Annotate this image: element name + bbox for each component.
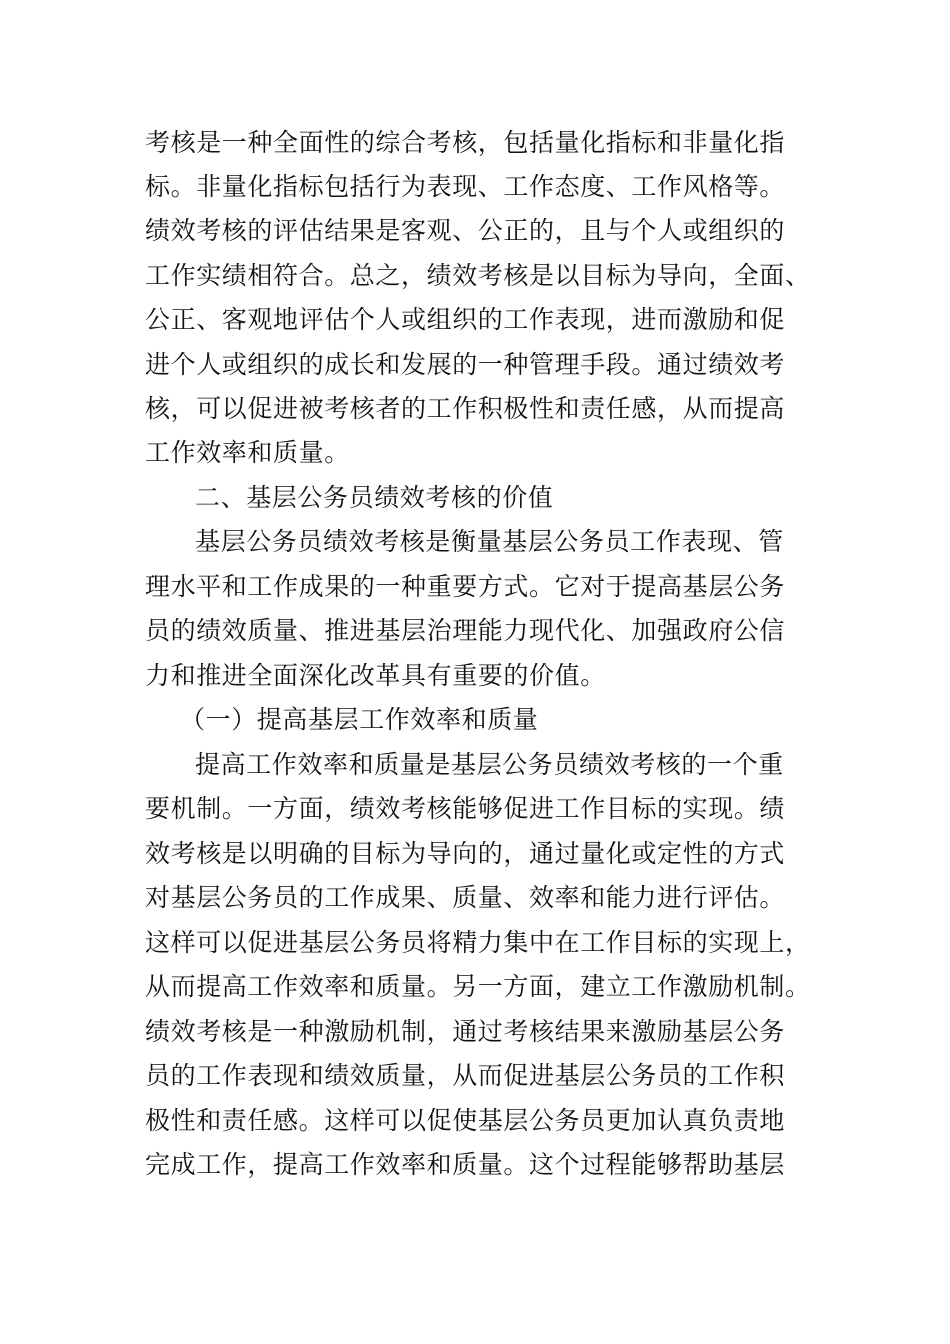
text-line-19: 这样可以促进基层公务员将精力集中在工作目标的实现上， <box>145 928 811 957</box>
text-line-16: 要机制。一方面，绩效考核能够促进工作目标的实现。绩 <box>145 794 786 823</box>
text-line-23: 极性和责任感。这样可以促使基层公务员更加认真负责地 <box>145 1106 786 1135</box>
text-line-13: 力和推进全面深化改革具有重要的价值。 <box>145 661 606 690</box>
text-line-20: 从而提高工作效率和质量。另一方面，建立工作激励机制。 <box>145 972 811 1001</box>
text-line-11: 理水平和工作成果的一种重要方式。它对于提高基层公务 <box>145 572 786 601</box>
text-line-18: 对基层公务员的工作成果、质量、效率和能力进行评估。 <box>145 883 786 912</box>
text-line-5: 公正、客观地评估个人或组织的工作表现，进而激励和促 <box>145 305 786 334</box>
text-line-3: 绩效考核的评估结果是客观、公正的，且与个人或组织的 <box>145 216 786 245</box>
text-line-24: 完成工作，提高工作效率和质量。这个过程能够帮助基层 <box>145 1150 786 1179</box>
text-line-8: 工作效率和质量。 <box>145 438 350 467</box>
text-line-7: 核，可以促进被考核者的工作积极性和责任感，从而提高 <box>145 394 786 423</box>
subsection-heading: （一）提高基层工作效率和质量 <box>180 705 539 734</box>
text-line-2: 标。非量化指标包括行为表现、工作态度、工作风格等。 <box>145 172 786 201</box>
text-line-4: 工作实绩相符合。总之，绩效考核是以目标为导向，全面、 <box>145 261 811 290</box>
section-heading: 二、基层公务员绩效考核的价值 <box>195 483 554 512</box>
text-line-21: 绩效考核是一种激励机制，通过考核结果来激励基层公务 <box>145 1017 786 1046</box>
text-line-17: 效考核是以明确的目标为导向的，通过量化或定性的方式 <box>145 839 786 868</box>
text-line-15: 提高工作效率和质量是基层公务员绩效考核的一个重 <box>195 750 784 779</box>
text-line-6: 进个人或组织的成长和发展的一种管理手段。通过绩效考 <box>145 350 786 379</box>
text-line-1: 考核是一种全面性的综合考核，包括量化指标和非量化指 <box>145 128 786 157</box>
text-line-22: 员的工作表现和绩效质量，从而促进基层公务员的工作积 <box>145 1061 786 1090</box>
text-line-12: 员的绩效质量、推进基层治理能力现代化、加强政府公信 <box>145 616 786 645</box>
text-line-10: 基层公务员绩效考核是衡量基层公务员工作表现、管 <box>195 527 784 556</box>
